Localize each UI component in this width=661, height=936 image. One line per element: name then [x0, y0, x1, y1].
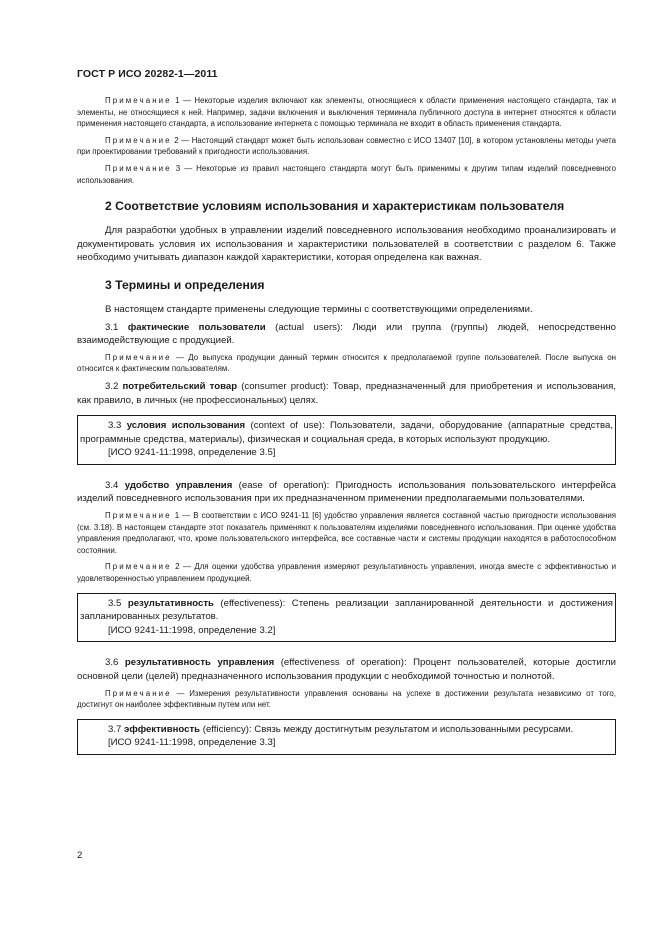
note-label: Примечание: [105, 562, 172, 572]
term-number: 3.1: [105, 321, 128, 333]
section-2-heading: 2 Соответствие условиям использования и характеристикам пользователя: [105, 199, 565, 214]
note-label: Примечание: [105, 135, 172, 145]
term-name: фактические пользователи: [127, 321, 266, 333]
term-name: удобство управления: [124, 479, 233, 491]
note-text: 2 — Для оценки удобства управления измеряют результативность управления, иногда вместе с эффективностью и удовлетворенностью управлением продукцией.: [77, 562, 616, 584]
term-definition: (efficiency): Связь между достигнутым результатом и использованными ресурсами.: [200, 723, 574, 735]
term-3-7-box: [77, 719, 616, 755]
term-number: 3.6: [105, 657, 125, 669]
note-text: — До выпуска продукции данный термин относится к предполагаемой группе пользователей. После выпуска он относится к фактическим пользователям.: [77, 352, 616, 374]
term-definition: (effectiveness): Степень реализации запланированной деятельности и достижения запланированных результатов.: [80, 597, 613, 623]
term-name: результативность: [127, 597, 214, 609]
term-number: 3.3: [108, 420, 127, 432]
term-3-7-reference: [ИСО 9241-11:1998, определение 3.3]: [108, 737, 276, 749]
term-3-1: [77, 321, 616, 348]
note-1: [77, 95, 616, 130]
term-3-2: [77, 380, 616, 407]
note-text: 2 — Настоящий стандарт может быть использован совместно с ИСО 13407 [10], в котором установлены методы учета при проектировании требований к пригодности использования.: [77, 135, 616, 157]
term-name: результативность управления: [124, 657, 275, 669]
term-3-3-box: [77, 415, 616, 465]
term-number: 3.4: [105, 479, 125, 491]
note-text: 1 — В соответствии с ИСО 9241-11 [6] удобство управления является составной частью пригодности использования (см. 3.18). В настоящем стандарте этот показатель применяют к пользователям изделиями повседневного использования. При оценке удобства управления предполагают, что, кроме пользовательского интерфейса, все составные части и системы продукции находятся в работоспособном состоянии.: [77, 511, 616, 555]
term-3-6: [77, 656, 616, 683]
term-number: 3.7: [108, 723, 125, 735]
note-text: 1 — Некоторые изделия включают как элементы, относящиеся к области применения настоящего стандарта, так и элементы, не относящиеся к ней. Например, задачи включения и выключения терминала публичного доступа в интернет относятся к области применения настоящего стандарта, а использование интернета с помощью терминала не входит в область применения стандарта.: [77, 96, 616, 129]
note-label: Примечание: [105, 511, 172, 521]
term-3-5: [80, 597, 613, 624]
note-text: 3 — Некоторые из правил настоящего стандарта могут быть применимы к другим типам изделий повседневного использования.: [77, 163, 616, 185]
page-number: 2: [77, 850, 83, 861]
note-2: [77, 135, 616, 158]
section-3-heading: 3 Термины и определения: [105, 277, 265, 292]
term-name: условия использования: [126, 420, 246, 432]
term-number: 3.5: [108, 597, 128, 609]
note-3-4-1: [77, 510, 616, 556]
note-label: Примечание: [105, 163, 172, 173]
term-definition: (ease of operation): Пригодность использования пользовательского интерфейса изделий повседневного использования при их предназначенном применении предполагаемыми пользователями.: [77, 479, 616, 505]
section-2-paragraph: Для разработки удобных в управлении изделий повседневного использования необходимо проанализировать и документировать условия их использования и характеристики пользователей в соответствии с разделом 6. Также необходимо учитывать диапазон каждой характеристики, которая определена как важная.: [77, 225, 616, 264]
note-text: — Измерения результативности управления основаны на успехе в достижении результата независимо от того, достигнут он наиболее эффективным путем или нет.: [77, 688, 616, 710]
term-3-3-reference: [ИСО 9241-11:1998, определение 3.5]: [108, 447, 276, 459]
term-3-5-box: [77, 593, 616, 643]
term-definition: (context of use): Пользователи, задачи, оборудование (аппаратные средства, программные средства, материалы), физическая и социальная среда, в которых используют продукцию.: [80, 420, 613, 445]
document-header: ГОСТ Р ИСО 20282-1—2011: [77, 68, 218, 80]
note-label: Примечание: [105, 352, 172, 362]
note-3-4-2: [77, 561, 616, 584]
term-3-3: [80, 419, 613, 446]
term-3-7: [80, 723, 613, 737]
term-3-4: [77, 479, 616, 506]
term-3-5-reference: [ИСО 9241-11:1998, определение 3.2]: [108, 624, 276, 636]
term-number: 3.2: [105, 380, 123, 392]
note-label: Примечание: [105, 688, 172, 698]
term-name: эффективность: [124, 723, 201, 735]
term-definition: (consumer product): Товар, предназначенный для приобретения и использования, как правило, в личных (не профессиональных) целях.: [77, 380, 616, 406]
term-name: потребительский товар: [122, 380, 238, 392]
page-content: [77, 95, 616, 769]
term-definition: (effectiveness of operation): Процент пользователей, которые достигли основной цели (целей) предназначенного использования продукции с необходимой точностью и полнотой.: [77, 657, 616, 682]
note-3: [77, 163, 616, 186]
note-label: Примечание: [105, 96, 172, 105]
note-3-6: [77, 688, 616, 711]
note-3-1: [77, 352, 616, 375]
term-definition: (actual users): Люди или группа (группы) людей, непосредственно взаимодействующие с продукцией.: [77, 321, 616, 347]
section-3-intro: В настоящем стандарте применены следующие термины с соответствующими определениями.: [105, 303, 533, 315]
